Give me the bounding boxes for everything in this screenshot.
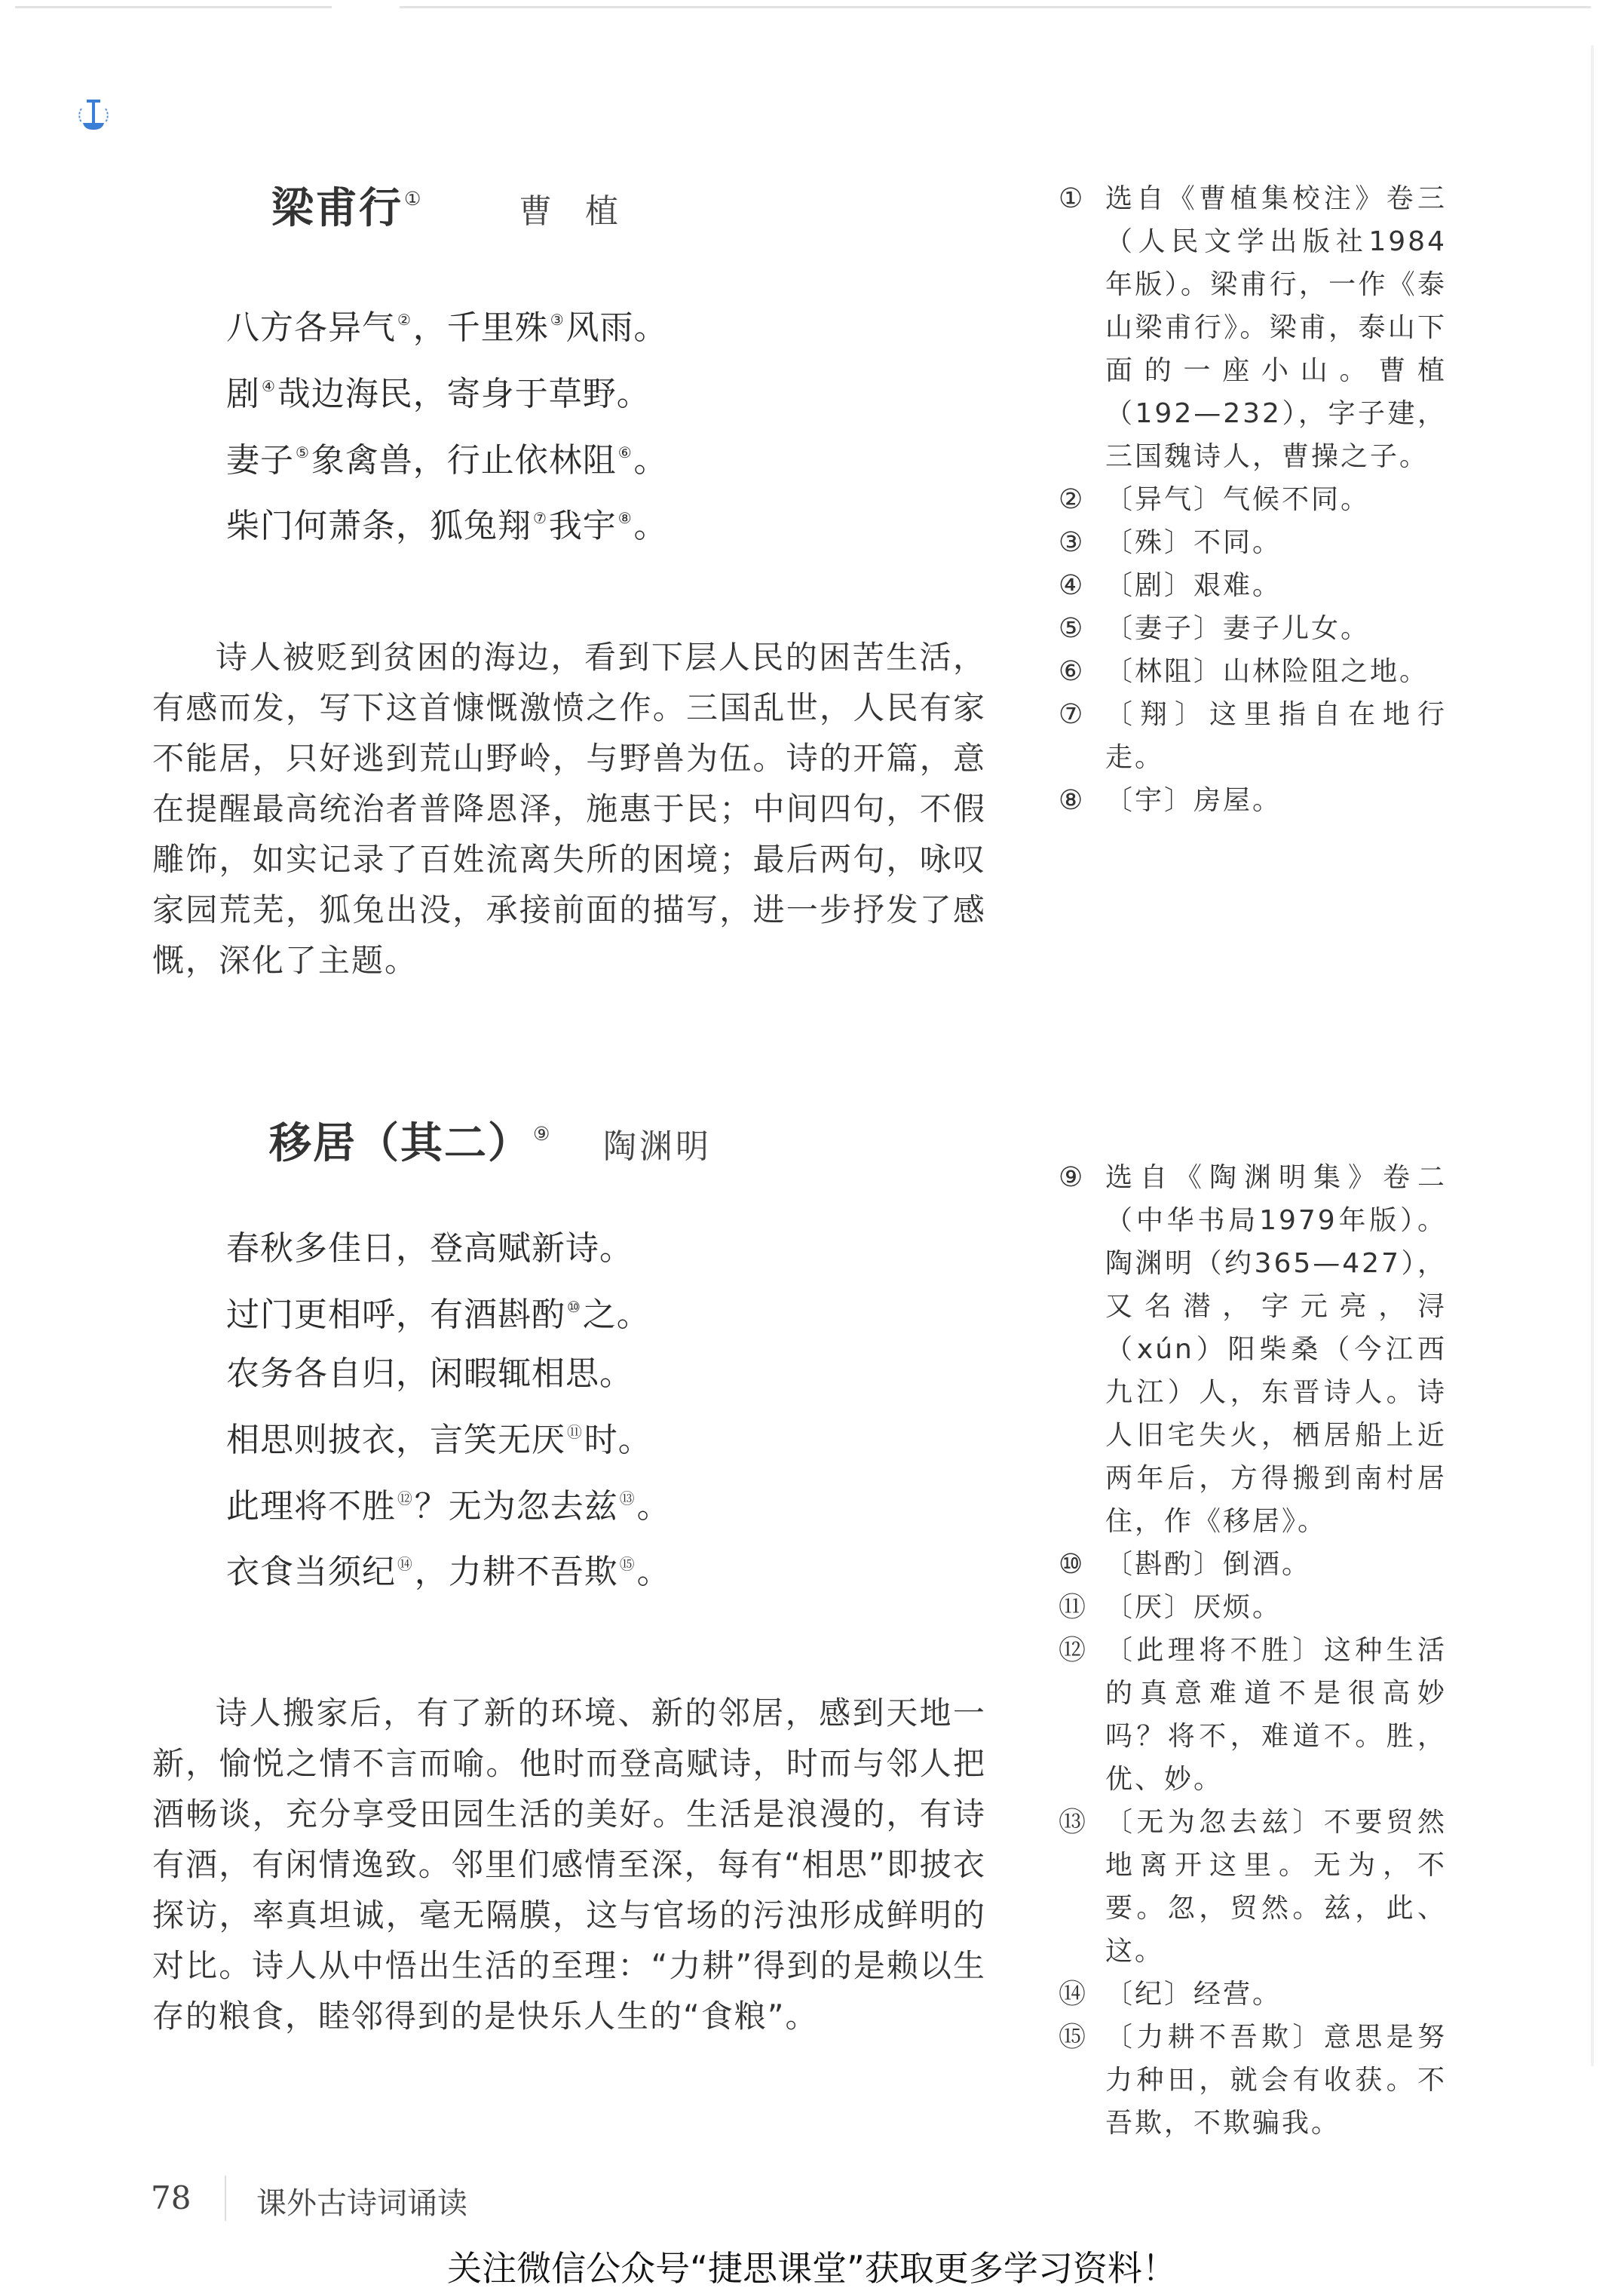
footnote-marker: ⑭ [397, 1556, 413, 1574]
footnote-marker: ⑬ [619, 1489, 636, 1507]
poem-text: 剧 [226, 374, 260, 413]
poem-text: 柴门何萧条，狐兔翔 [226, 507, 532, 546]
poem-line [226, 1535, 671, 1602]
footnote-number: ③ [1059, 527, 1083, 558]
poem-title-text: 梁甫行 [271, 183, 403, 233]
footnote-number: ⑪ [1059, 1592, 1086, 1623]
poem-line [226, 291, 667, 357]
footnote-number: ⑤ [1059, 613, 1083, 644]
poem-title [269, 1110, 553, 1170]
footnote-marker: ⑩ [567, 1299, 581, 1316]
poem-text: 。 [633, 507, 668, 546]
footnote-text: 〔无为忽去兹〕不要贸然地离开这里。无为，不要。忽，贸然。兹，此、这。 [1105, 1807, 1447, 1967]
footnote-marker: ⑫ [397, 1489, 413, 1507]
poem-text: 此理将不胜 [226, 1486, 396, 1526]
poem-text: 之。 [582, 1295, 651, 1334]
poem-line [226, 1219, 671, 1278]
footnote-item [1059, 478, 1447, 521]
poem-body [226, 291, 667, 556]
footnote-number: ⑫ [1059, 1635, 1086, 1666]
poem-title-text: 移居（其二） [269, 1118, 532, 1168]
footnote-item [1059, 779, 1447, 822]
poem-author: 曹 植 [519, 192, 618, 231]
poem-text: ，力耕不吾欺 [414, 1553, 618, 1592]
footnote-item [1059, 564, 1447, 607]
poem-body [226, 1219, 671, 1602]
footnote-number: ① [1059, 183, 1083, 214]
poem-text: ，千里殊 [412, 308, 549, 347]
poem-line [226, 489, 667, 556]
footnote-item [1059, 1156, 1447, 1543]
footnote-number: ⑦ [1059, 699, 1083, 730]
poem-line [226, 1403, 671, 1470]
top-rule [15, 6, 332, 8]
poem-line [226, 424, 667, 490]
top-rule [400, 6, 1591, 8]
footnote-marker: ⑮ [619, 1556, 636, 1574]
footnote-number: ⑭ [1059, 1979, 1086, 2010]
footnote-text: 〔翔〕这里指自在地行走。 [1105, 699, 1447, 773]
footnote-number: ② [1059, 484, 1083, 515]
footnote-marker: ② [397, 311, 412, 329]
poem-text: 。 [633, 440, 668, 480]
footnote-marker: ④ [262, 377, 276, 395]
footnote-number: ⑧ [1059, 785, 1083, 816]
poem-line [226, 1470, 671, 1536]
footnote-item [1059, 1973, 1447, 2016]
poem-title [271, 175, 424, 235]
footnote-text: 〔厌〕厌烦。 [1105, 1592, 1282, 1623]
footnote-marker: ⑪ [567, 1423, 583, 1441]
footnote-marker: ③ [550, 311, 565, 329]
footnote-marker: ⑥ [617, 443, 633, 462]
footnote-item [1059, 177, 1447, 478]
footnote-text: 〔宇〕房屋。 [1105, 785, 1282, 816]
footnote-text: 〔力耕不吾欺〕意思是努力种田，就会有收获。不吾欺，不欺骗我。 [1105, 2022, 1447, 2139]
poem-text: 农务各自归，闲暇辄相思。 [226, 1354, 633, 1393]
footnote-number: ⑩ [1059, 1549, 1083, 1580]
poem-text: 哉边海民，寄身于草野。 [277, 374, 651, 413]
footnote-text: 〔剧〕艰难。 [1105, 570, 1282, 601]
footnote-marker: ⑦ [533, 510, 547, 528]
footnote-item [1059, 521, 1447, 564]
footnote-item [1059, 1543, 1447, 1586]
poem-text: 过门更相呼，有酒斟酌 [226, 1295, 565, 1334]
section-title: 课外古诗词诵读 [256, 2186, 467, 2221]
page-number: 78 [151, 2179, 192, 2216]
footnote-number: ④ [1059, 570, 1083, 601]
poem-text: 象禽兽，行止依林阻 [311, 440, 617, 480]
footnote-item [1059, 1801, 1447, 1973]
footnote-item [1059, 650, 1447, 693]
footnote-marker: ⑤ [296, 443, 310, 462]
commentary-paragraph: 诗人被贬到贫困的海边，看到下层人民的困苦生活，有感而发，写下这首慷慨激愤之作。三国乱世，人民有家不能居，只好逃到荒山野岭，与野兽为伍。诗的开篇，意在提醒最高统治者普降恩泽，施惠于民；中间四句，不假雕饰，如实记录了百姓流离失所的困境；最后两句，咏叹家园荒芜，狐兔出没，承接前面的描写，进一步抒发了感慨，深化了主题。 [152, 639, 986, 979]
footnote-number: ⑨ [1059, 1162, 1083, 1193]
footnote-number: ⑮ [1059, 2022, 1086, 2053]
footnote-text: 选自《曹植集校注》卷三（人民文学出版社1984年版）。梁甫行，一作《泰山梁甫行》。梁甫，泰山下面的一座小山。曹植（192—232），字子建，三国魏诗人，曹操之子。 [1105, 183, 1447, 472]
poem-text: 我宇 [548, 507, 617, 546]
poem-text: 衣食当须纪 [226, 1553, 396, 1592]
commentary-paragraph: 诗人搬家后，有了新的环境、新的邻居，感到天地一新，愉悦之情不言而喻。他时而登高赋诗，时而与邻人把酒畅谈，充分享受田园生活的美好。生活是浪漫的，有诗有酒，有闲情逸致。邻里们感情至深，每有“相思”即披衣探访，率真坦诚，毫无隔膜，这与官场的污浊形成鲜明的对比。诗人从中悟出生活的至理：“力耕”得到的是赖以生存的粮食，睦邻得到的是快乐人生的“食粮”。 [152, 1694, 986, 2035]
footnote-text: 〔林阻〕山林险阻之地。 [1105, 656, 1429, 687]
poem-line [226, 1345, 671, 1403]
footnote-text: 〔此理将不胜〕这种生活的真意难道不是很高妙吗？将不，难道不。胜，优、妙。 [1105, 1635, 1447, 1795]
poem-text: ？无为忽去兹 [414, 1486, 618, 1526]
footnote-marker: ⑧ [617, 510, 633, 528]
footnote-item [1059, 1629, 1447, 1801]
poem-author: 陶渊明 [603, 1127, 712, 1166]
footnote-text: 〔异气〕气候不同。 [1105, 484, 1371, 515]
anchor-icon [74, 95, 113, 134]
poem-text: 。 [636, 1553, 671, 1592]
footnote-marker: ① [404, 188, 423, 210]
footnote-marker: ⑨ [533, 1123, 552, 1146]
watermark-text: 关注微信公众号“捷思课堂”获取更多学习资料！ [447, 2248, 1177, 2289]
footnotes [1059, 177, 1447, 822]
poem-text: 八方各异气 [226, 308, 396, 347]
footnote-number: ⑥ [1059, 656, 1083, 687]
poem-text: 时。 [584, 1420, 652, 1459]
footnote-item [1059, 1586, 1447, 1629]
footnote-text: 〔纪〕经营。 [1105, 1979, 1282, 2010]
footnote-item [1059, 2016, 1447, 2145]
footnote-text: 〔殊〕不同。 [1105, 527, 1282, 558]
footer-divider [225, 2176, 226, 2221]
footnote-item [1059, 693, 1447, 779]
footnotes [1059, 1156, 1447, 2145]
footnote-text: 〔妻子〕妻子儿女。 [1105, 613, 1371, 644]
poem-text: 风雨。 [565, 308, 668, 347]
page-edge [1591, 45, 1594, 2066]
footnote-item [1059, 607, 1447, 650]
poem-text: 相思则披衣，言笑无厌 [226, 1420, 565, 1459]
footnote-number: ⑬ [1059, 1807, 1086, 1838]
poem-text: 春秋多佳日，登高赋新诗。 [226, 1229, 633, 1268]
poem-text: 妻子 [226, 440, 294, 480]
poem-line [226, 1278, 671, 1345]
footnote-text: 〔斟酌〕倒酒。 [1105, 1549, 1312, 1580]
poem-line [226, 357, 667, 424]
footnote-text: 选自《陶渊明集》卷二（中华书局1979年版）。陶渊明（约365—427），又名潜，字元亮，浔（xún）阳柴桑（今江西九江）人，东晋诗人。诗人旧宅失火，栖居船上近两年后，方得搬到南村居住，作《移居》。 [1105, 1162, 1447, 1537]
poem-text: 。 [636, 1486, 671, 1526]
